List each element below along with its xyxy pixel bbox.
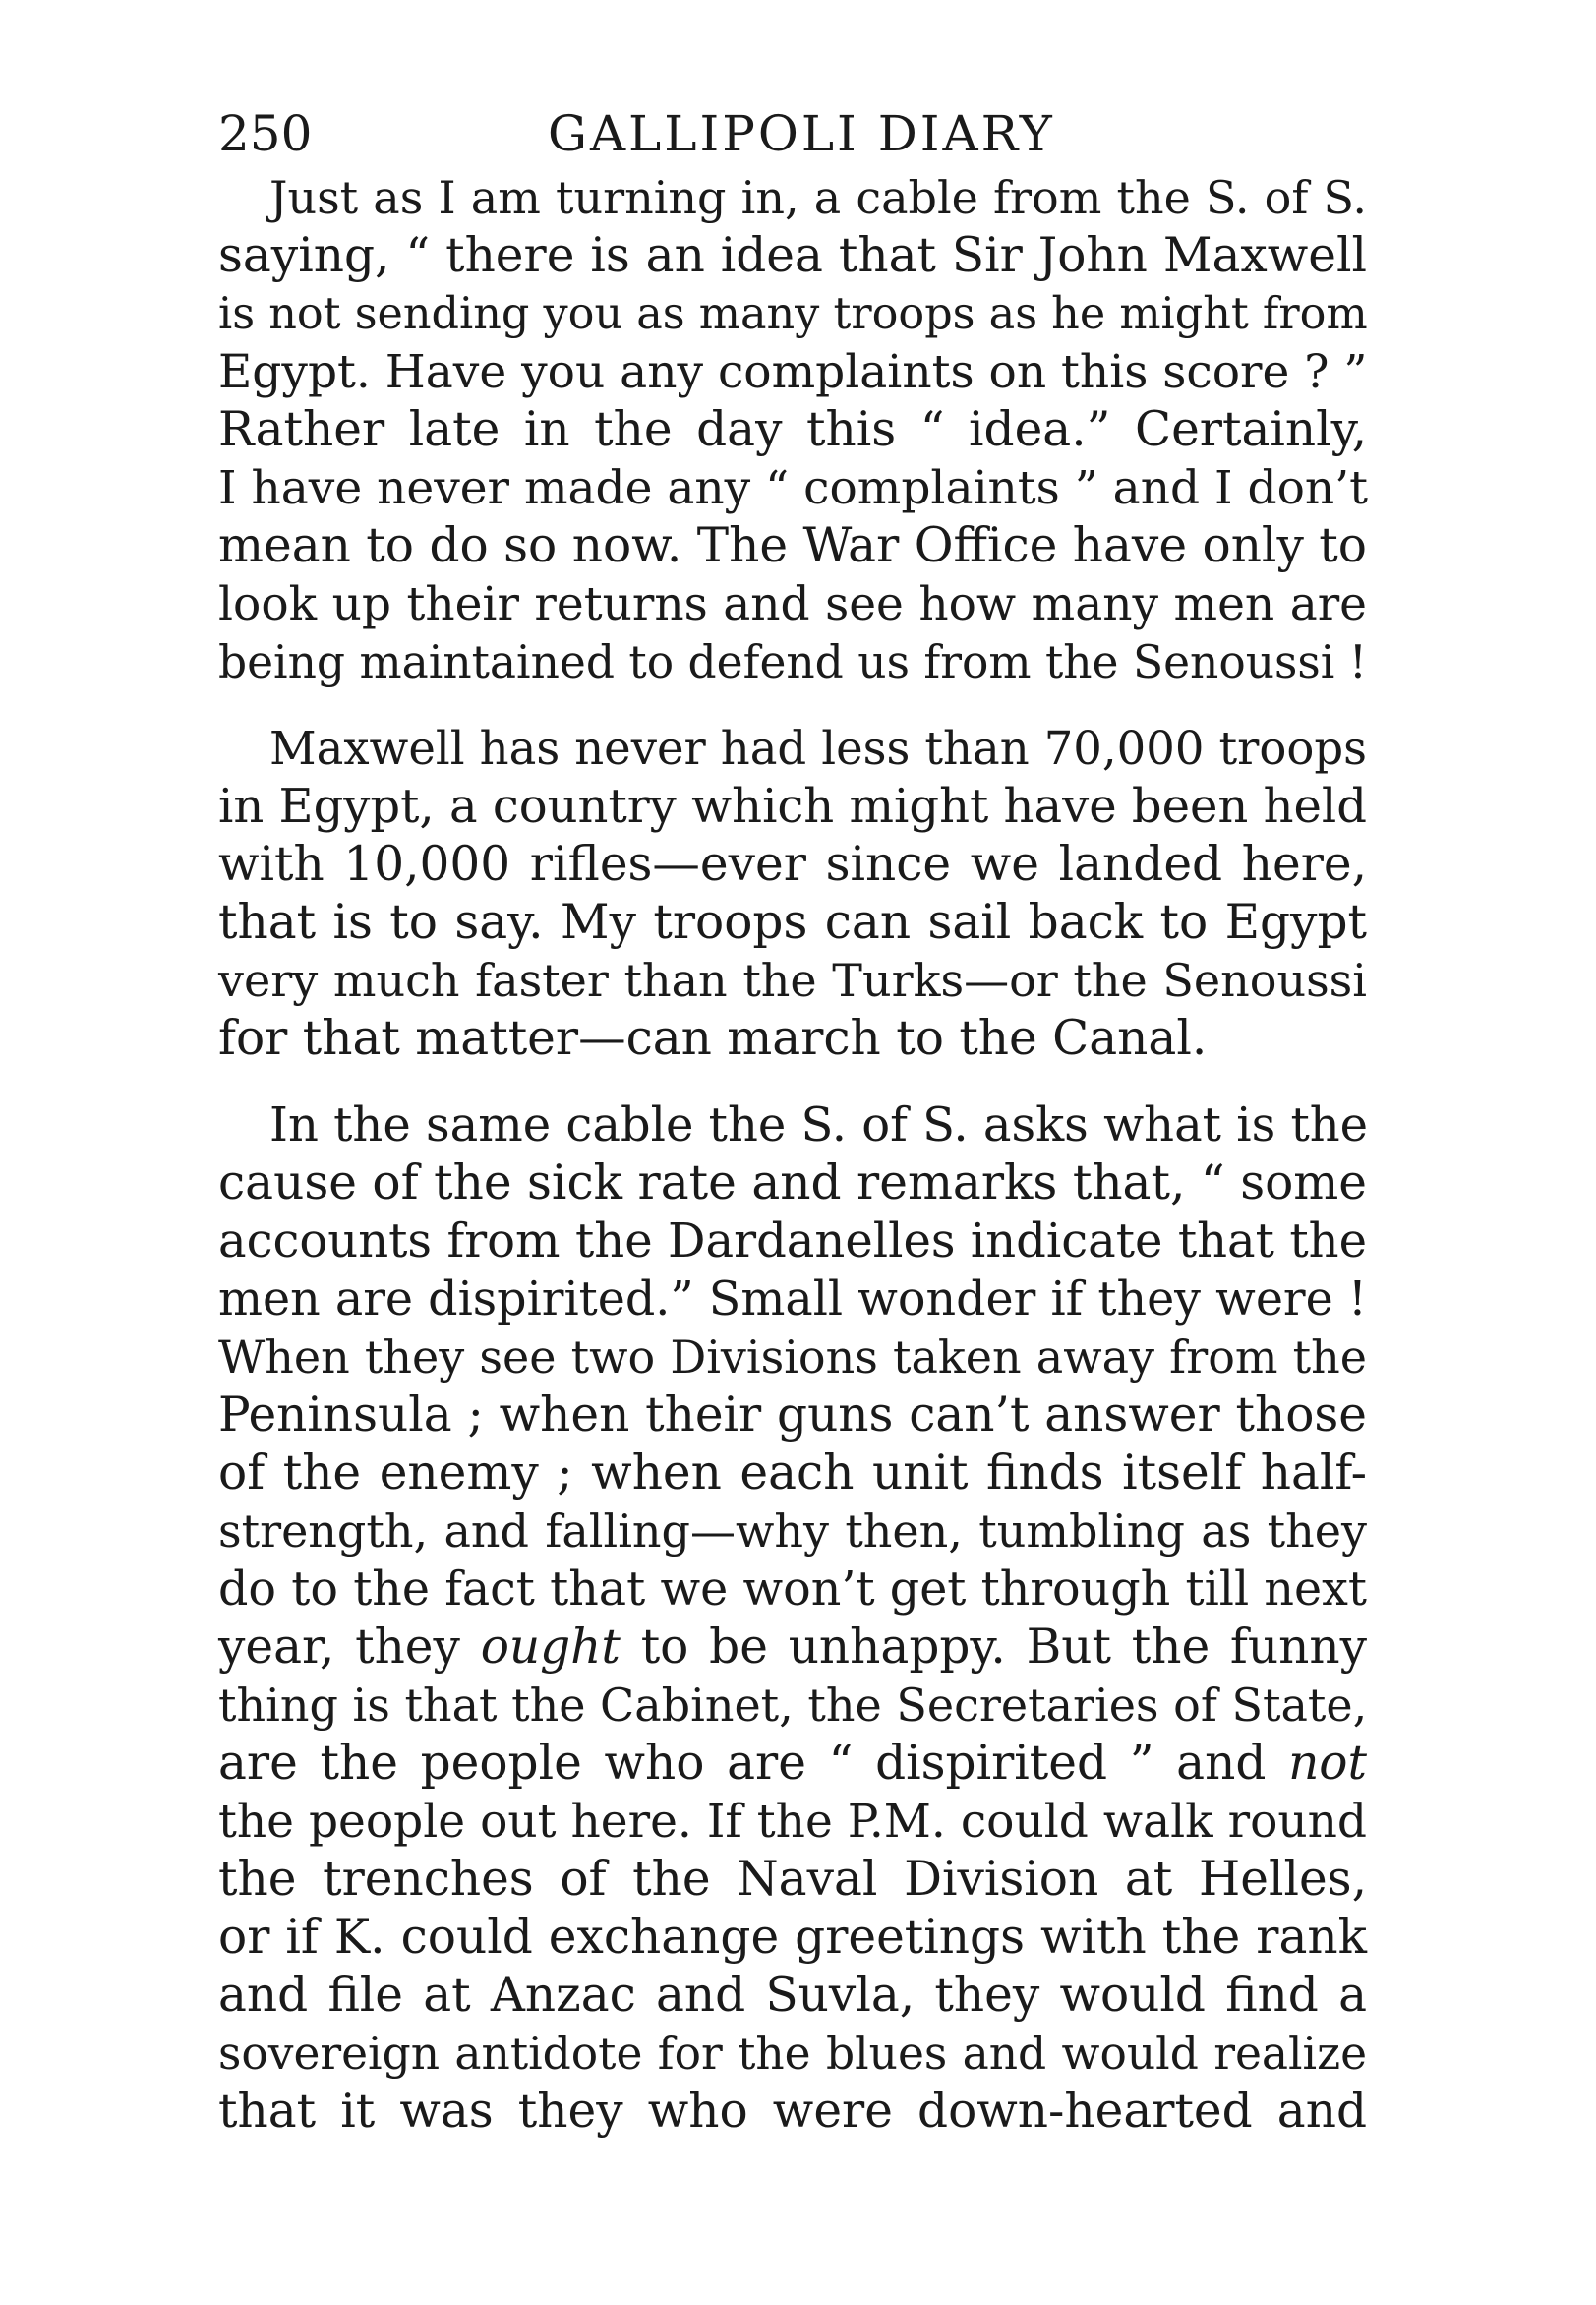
text-line: do to the fact that we won’t get through till next [218, 1563, 1367, 1617]
italic-word: not [1288, 1736, 1367, 1791]
italic-word: ought [480, 1620, 621, 1675]
text-line: or if K. could exchange greetings with the rank [218, 1910, 1367, 1965]
text-line: I have never made any “ complaints ” and I don’t [218, 461, 1368, 515]
book-page [218, 98, 1367, 2141]
book-title: GALLIPOLI DIARY [548, 105, 1055, 162]
line-text-before-italic: are the people who are “ dispirited ” and [218, 1736, 1289, 1791]
text-line: men are dispirited.” Small wonder if they were ! [218, 1272, 1367, 1327]
text-line: When they see two Divisions taken away from the [218, 1330, 1367, 1384]
text-line: being maintained to defend us from the Senoussi ! [218, 636, 1368, 688]
text-line: for that matter—can march to the Canal. [218, 1011, 1208, 1066]
text-line: with 10,000 rifles—ever since we landed here, [218, 837, 1367, 892]
text-line: cause of the sick rate and remarks that, “ some [218, 1155, 1367, 1211]
page-number: 250 [218, 105, 313, 162]
text-line: Just as I am turning in, a cable from the S. of S. [269, 171, 1367, 224]
text-line: in Egypt, a country which might have been held [218, 779, 1367, 834]
text-line [218, 1735, 1367, 1793]
line-text-before-italic: year, they [218, 1620, 481, 1675]
line-text-after-italic: to be unhappy. But the funny [620, 1620, 1367, 1675]
text-line: accounts from the Dardanelles indicate that the [218, 1213, 1367, 1269]
paragraph-3 [218, 1096, 1367, 2141]
running-head [218, 98, 1367, 169]
text-line: and file at Anzac and Suvla, they would find a [218, 1968, 1367, 2023]
text-line: look up their returns and see how many men are [218, 577, 1367, 631]
text-line: of the enemy ; when each unit finds itself half- [218, 1446, 1367, 1501]
text-line: very much faster than the Turks—or the Senoussi [218, 954, 1367, 1007]
text-line: the people out here. If the P.M. could walk round [218, 1795, 1367, 1849]
text-line: that it was they who were down-hearted and [218, 2084, 1367, 2139]
text-line: strength, and falling—why then, tumbling as they [218, 1505, 1367, 1558]
text-line: mean to do so now. The War Office have only to [218, 518, 1367, 573]
text-line: Maxwell has never had less than 70,000 troops [269, 722, 1367, 775]
text-line: is not sending you as many troops as he might from [218, 289, 1368, 339]
paragraph-1 [218, 169, 1367, 691]
text-line: Egypt. Have you any complaints on this score ? ” [218, 345, 1368, 399]
text-line: the trenches of the Naval Division at Helles, [218, 1852, 1367, 1907]
text-line: saying, “ there is an idea that Sir John Maxwell [218, 228, 1367, 283]
text-line [218, 1619, 1367, 1677]
text-line: that is to say. My troops can sail back to Egypt [218, 895, 1367, 950]
text-line: sovereign antidote for the blues and would realize [218, 2028, 1367, 2080]
text-line: thing is that the Cabinet, the Secretaries of State, [218, 1679, 1368, 1732]
text-line: In the same cable the S. of S. asks what is the [269, 1097, 1369, 1152]
text-line: Rather late in the day this “ idea.” Certainly, [218, 402, 1367, 457]
paragraph-2 [218, 720, 1367, 1068]
text-line: Peninsula ; when their guns can’t answer those [218, 1388, 1367, 1443]
